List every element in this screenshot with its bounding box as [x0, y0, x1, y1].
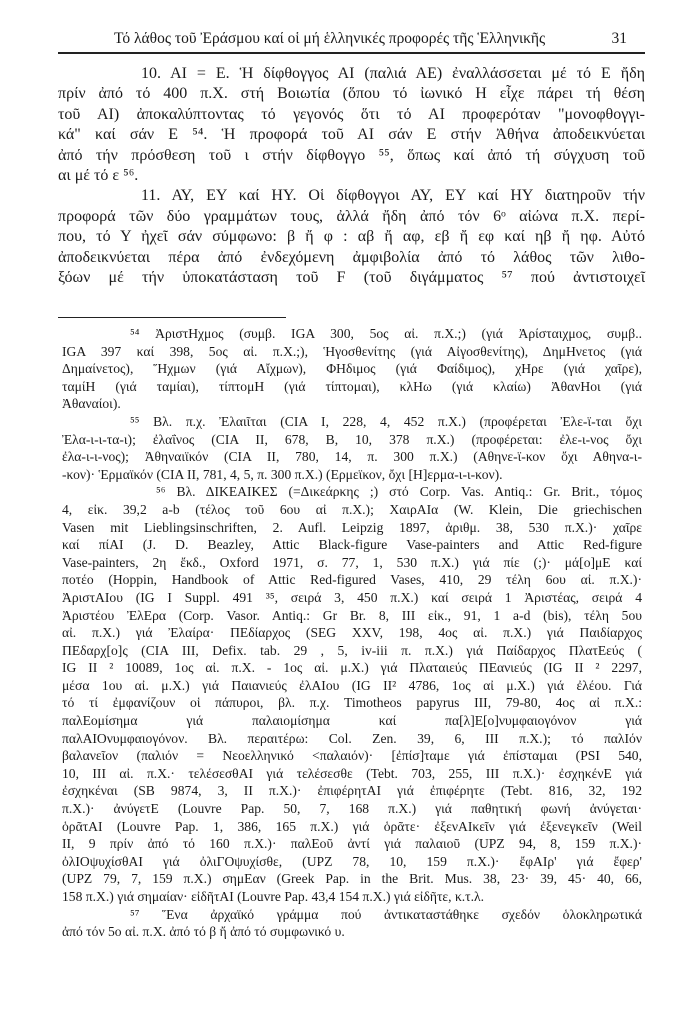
footnotes: [62, 325, 642, 941]
paragraph: [58, 64, 645, 186]
footnote: [62, 325, 642, 413]
footnote-line: Vase-painters, 2η ἔκδ., Oxford 1971, σ. 77, 1, 530 π.Χ.) γιά πίε (;)· μά[ο]μΕ καί: [62, 554, 642, 570]
paragraph-line: 10. ΑΙ = Ε. Ἡ δίφθογγος ΑΙ (παλιά ΑΕ) ἐναλλάσσεται μέ τό Ε ἤδη: [141, 65, 645, 82]
footnote: [62, 483, 642, 905]
paragraph-line: ἀποδεικνύεται πέρα ἀπό ἐνδεχόμενη ἀμφιβολία ἀπό τό λάθος τῶν λιθο-: [58, 248, 645, 266]
footnote-line: ⁵⁶ Βλ. ΔΙΚΕΑΙΚΕΣ (=Δικεάρκης ;) στό Corp. Vas. Antiq.: Gr. Brit., τόμος: [156, 484, 642, 500]
footnote-line: Vasen mit Lieblingsinschriften, 2. Aufl. Leipzig 1897, ἀριθμ. 38, 530 π.Χ.)· χαῖρε: [62, 519, 642, 535]
footnote-line: παλΑΙΟνυμφαιογόνον. Βλ. περαιτέρω: Col. Zen. 39, 6, III π.Χ.); τό παλΙόν: [62, 730, 642, 746]
footnote-line: 4, εἰκ. 39,2 a-b (τέλος τοῦ 6ου αἰ π.Χ.); ΧαιρΑΙα (W. Klein, Die griechischen: [62, 501, 642, 517]
footnote-line: βαλανεῖον (παλιόν = Νεοελληνικό <παλαιόν)· [ἐπίσ]ταμε γιά ἐπίσταμαι (PSI 540,: [62, 748, 642, 764]
footnote-line: ἀπό τόν 5ο αἰ. π.Χ. ἀπό τό β ἤ ἀπό τό συμφωνικό υ.: [62, 924, 345, 940]
footnote-line: II, 9 πρίν ἀπό τό 160 π.Χ.)· παλΕοῦ ἀντί γιά παλαιοῦ (UPZ 94, 8, 159 π.Χ.)·: [62, 836, 642, 852]
paragraph-line: πρίν ἀπό τό 400 π.Χ. στή Βοιωτία (ὅπου τό ἰωνικό Η εἶχε πάρει τή θέση: [58, 85, 645, 103]
footnote-line: ⁵⁷ Ἕνα ἀρχαϊκό γράμμα πού ἀντικαταστάθηκε σχεδόν ὁλοκληρωτικά: [130, 906, 642, 922]
footnote-line: (UPZ 79, 7, 159 π.Χ.) σημΕαν (Greek Pap. in the Brit. Mus. 38, 23· 39, 45· 40, 66,: [62, 871, 642, 887]
footnote-line: ⁵⁵ Βλ. π.χ. Ἐλαιῖται (CIA I, 228, 4, 452 π.Χ.) (προφέρεται Ἐλε-ϊ-ται ὄχι: [130, 413, 642, 429]
paragraph-line: αι μέ τό ε ⁵⁶.: [58, 167, 139, 185]
footnote-line: ΠΕδαρχ[ο]ς (CIA III, Defix. tab. 29 , 5, iv-iii π. π.Χ.) γιά Παίδαρχος ΠλατΕεύς (: [62, 642, 642, 658]
footnote-line: ὁρᾶτΑΙ (Louvre Pap. 1, 386, 165 π.Χ.) γιά ὁρᾶτε· ἐξενΑΙκεῖν γιά ἐξενεγκεῖν (Weil: [62, 818, 642, 834]
footnote-line: 158 π.Χ.) γιά σημαίαν· εἰδῆτΑΙ (Louvre Pap. 43,4 154 π.Χ.) γιά εἰδῆτε, κ.τ.λ.: [62, 889, 485, 904]
footnote-line: ὀλΙΟψυχίσθΑΙ γιά ὀλιΓΟψυχίσθε, (UPZ 78, 10, 159 π.Χ.)· ἔφΑΙρ' γιά ἔφερ': [62, 853, 642, 869]
paragraph-line: προφορά τῶν δύο γραμμάτων τους, ἀλλά ἤδη ἀπό τόν 6ᵒ αἰώνα π.Χ. περί-: [58, 207, 645, 225]
paragraph-line: τοῦ ΑΙ) ἀποκαλύπτοντας τό γεγονός ὅτι τό ΑΙ προφερόταν "μονοφθογγι-: [58, 105, 645, 123]
footnote-line: μέσα 1ου αἰ. μ.Χ.) γιά Παιανιεύς ἐλΑΙου (IG II² 4786, 1ος αἰ μ.Χ.) γιά ἐλέου. Γιά: [62, 677, 642, 693]
footnote-line: 10, III αἰ. π.Χ.· τελέσεσθΑΙ γιά τελέσεσθε (Tebt. 703, 255, III π.Χ.)· ἐσχηκένΕ γιά: [62, 765, 642, 781]
page-number: 31: [611, 30, 627, 47]
main-text: [58, 64, 645, 288]
footnote-separator: [58, 317, 286, 318]
footnote-line: IG II ² 10089, 1ος αἰ. π.Χ. - 1ος αἰ. μ.Χ.) γιά Πλαταιεύς ΠΕανιεύς (IG II ² 2297,: [62, 660, 642, 676]
footnote-line: αἰ. π.Χ.) γιά Ἐλαίρα· ΠΕδίαρχος (SEG XXV, 198, 4ος αἰ. π.Χ.) γιά Παιδίαρχος: [62, 625, 642, 641]
footnote-line: Ἀριστέου ἘλΕρα (Corp. Vasor. Antiq.: Gr Br. 8, III εἰκ., 91, 1 a-d (bis), τέλη 5ου: [62, 607, 642, 623]
paragraph-line: κά" καί σάν Ε ⁵⁴. Ἡ προφορά τοῦ ΑΙ σάν Ε στήν Ἀθήνα ἀποδεικνύεται: [58, 126, 645, 144]
footnote-line: Δημαίνετος), Ἥχμων (γιά Αἴχμων), ΦΗδιμος (γιά Φαίδιμος), χΗρε (γιά χαῖρε),: [62, 361, 642, 377]
footnote-line: ἈριστΑΙου (IG I Suppl. 491 ³⁵, σειρά 3, 450 π.Χ.) καί σειρά 1 Ἀριστέας, σειρά 4: [62, 589, 642, 605]
footnote: [62, 906, 642, 941]
running-title: Τό λάθος τοῦ Ἐράσμου καί οἱ μή ἑλληνικές προφορές τῆς Ἑλληνικῆς: [114, 30, 546, 47]
paragraph-line: 11. ΑΥ, ΕΥ καί ΗΥ. Οἱ δίφθογγοι ΑΥ, ΕΥ καί ΗΥ διατηροῦν τήν: [141, 187, 645, 205]
footnote-line: ταμίΗ (γιά ταμίαι), τίπτομΗ (γιά τίπτομαι), κλΗω (γιά κλαίω) ἈθανΗοι (γιά: [62, 378, 642, 394]
paragraph-line: ξόων μέ τήν ὑποκατάσταση τοῦ F (τοῦ διγάμματος ⁵⁷ πού ἀντιστοιχεῖ: [58, 269, 645, 287]
footnote-line: π.Χ.)· ἀνύγετΕ (Louvre Pap. 50, 7, 168 π.Χ.) γιά παθητική φωνή ἀνύγεται·: [62, 801, 642, 817]
footnote-line: -κον)· Ἑρμαϊκόν (CIA II, 781, 4, 5, π. 300 π.Χ.) (Ερμεϊκον, ὄχι [Η]ερμα-ι-ι-κον).: [62, 466, 503, 482]
footnote-line: Ἀθαναίοι).: [62, 396, 121, 412]
paragraph-line: ἀπό τήν πρόσθεση τοῦ ι στήν δίφθογγο ⁵⁵, ὅπως καί ἀπό τή σύγχυση τοῦ: [58, 146, 645, 164]
paragraph-line: που, τό Υ ἠχεῖ σάν σύμφωνο: β ἤ φ : αβ ἤ αφ, εβ ἤ εφ καί ηβ ἤ ηφ. Αὐτό: [58, 228, 645, 246]
paragraph: [58, 186, 645, 288]
footnote: [62, 413, 642, 483]
footnote-line: καί πίΑΙ (J. D. Beazley, Attic Black-figure Vase-painters and Attic Red-figure: [62, 537, 642, 553]
footnote-line: Ἐλα-ι-ι-τα-ι); ἐλαΐνος (CIA II, 678, B, 10, 378 π.Χ.) (προφέρεται: ἐλε-ι-νος ὄχι: [62, 431, 642, 447]
footnote-line: τό τί ἐμφανίζουν οἱ πάπυροι, βλ. π.χ. Timotheos papyrus III, 79-80, 4ος αἰ π.Χ.:: [62, 695, 642, 711]
footnote-line: IGA 397 καί 398, 5ος αἰ. π.Χ.;), Ἡγοσθενίτης (γιά Αἰγοσθενίτης), ΔημΗνετος (γιά: [62, 343, 642, 359]
footnote-line: ἐσχηκέναι (SB 9874, 3, II π.Χ.)· ἐπιφέρητΑΙ γιά ἐπιφέρητε (Tebt. 816, 32, 192: [62, 783, 642, 799]
running-header: [58, 30, 645, 54]
footnote-line: ⁵⁴ ἈριστΗχμος (συμβ. IGA 300, 5ος αἰ. π.Χ.;) (γιά Ἀρίσταιχμος, συμβ..: [130, 326, 642, 341]
footnote-line: παλΕομίσημα γιά παλαιομίσημα καί πα[λ]Ε[ο]νυμφαιογόνον γιά: [62, 713, 642, 729]
footnote-line: ποτέο (Hoppin, Handbook of Attic Red-figured Vases, 410, 29 τέλη 6ου αἰ. π.Χ.)·: [62, 572, 642, 588]
footnote-line: ἐλα-ι-ι-νος); Ἀθηναιϊκόν (CIA II, 780, 14, π. 300 π.Χ.) (Αθηνε-ϊ-κον ὄχι Αθηνα-ι-: [62, 449, 642, 465]
